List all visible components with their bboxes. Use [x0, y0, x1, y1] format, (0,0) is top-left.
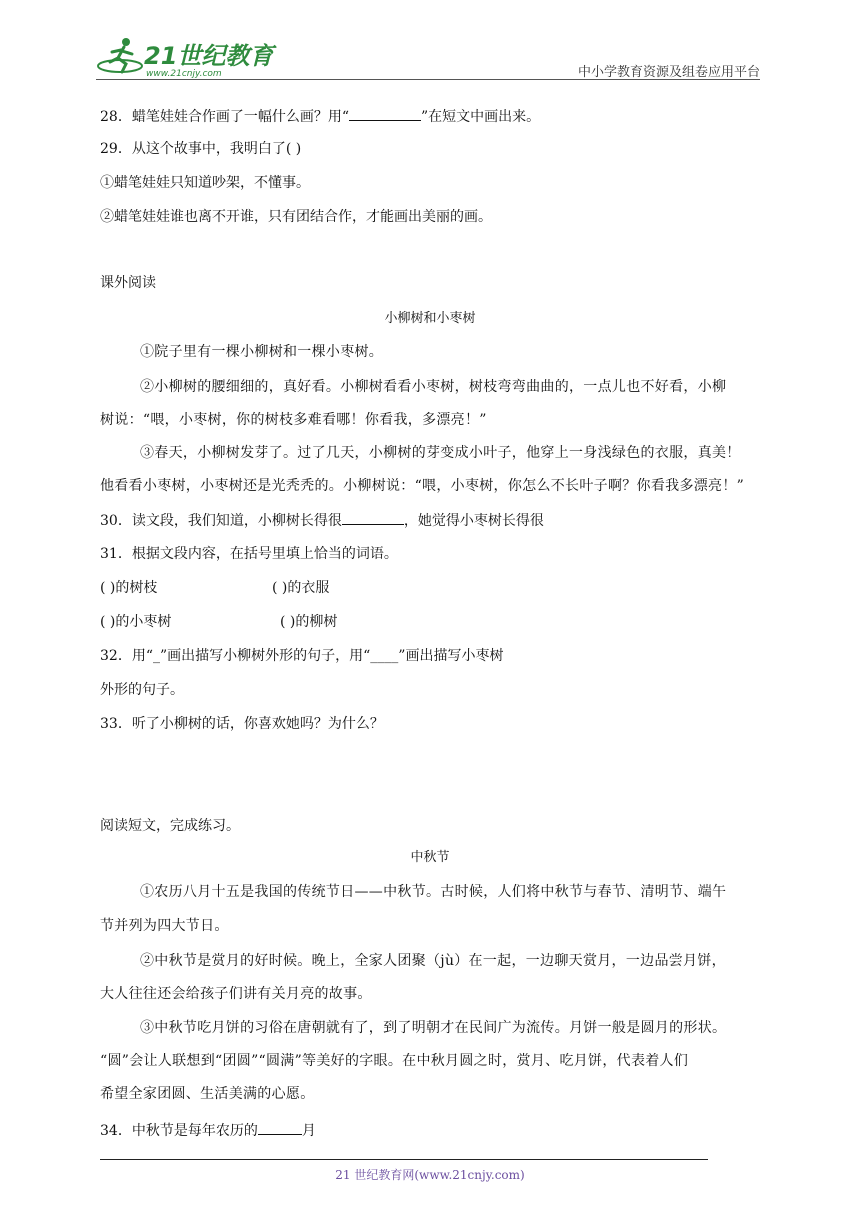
site-logo — [96, 36, 274, 80]
fill-in-bracket[interactable]: ( )的衣服 — [272, 580, 330, 596]
passage-paragraph: ①农历八月十五是我国的传统节日——中秋节。古时候，人们将中秋节与春节、清明节、端午 — [140, 884, 727, 900]
question-31: 31．根据文段内容，在括号里填上恰当的词语。 — [100, 546, 398, 562]
fill-in-bracket[interactable]: ( )的柳树 — [280, 614, 338, 630]
question-34-text: 34．中秋节是每年农历的 — [100, 1123, 258, 1139]
passage-paragraph: 他看看小枣树，小枣树还是光秃秃的。小柳树说：“喂，小枣树，你怎么不长叶子啊？你看我多漂亮！” — [100, 478, 745, 494]
footer-divider — [100, 1159, 708, 1160]
answer-blank[interactable] — [349, 106, 421, 121]
footer-link[interactable]: 21 世纪教育网(www.21cnjy.com) — [335, 1168, 525, 1182]
site-name: 中小学教育资源及组卷应用平台 — [577, 65, 760, 80]
section-heading: 课外阅读 — [100, 275, 156, 291]
passage-paragraph: ③中秋节吃月饼的习俗在唐朝就有了，到了明朝才在民间广为流传。月饼一般是圆月的形状。 — [140, 1020, 727, 1036]
passage-paragraph: 节并列为四大节日。 — [100, 918, 229, 934]
question-30-text: 30．读文段，我们知道，小柳树长得很 — [100, 513, 342, 529]
option-1: ①蜡笔娃娃只知道吵架，不懂事。 — [100, 175, 310, 191]
section-heading: 阅读短文，完成练习。 — [100, 818, 240, 834]
question-28 — [100, 106, 540, 127]
passage-paragraph: “圆”会让人联想到“团圆”“圆满”等美好的字眼。在中秋月圆之时，赏月、吃月饼，代表着人们 — [100, 1053, 689, 1069]
header-divider — [96, 79, 760, 80]
logo-main-text: 21世纪教育 — [144, 42, 274, 70]
passage-title: 中秋节 — [410, 850, 450, 865]
question-28-text: 28．蜡笔娃娃合作画了一幅什么画？用“ — [100, 109, 349, 125]
fill-in-bracket[interactable]: ( )的小枣树 — [100, 614, 172, 630]
answer-blank[interactable] — [342, 510, 404, 525]
passage-paragraph: ②中秋节是赏月的好时候。晚上，全家人团聚（jù）在一起，一边聊天赏月，一边品尝月饼， — [140, 953, 726, 969]
question-34 — [100, 1120, 316, 1141]
passage-title: 小柳树和小枣树 — [384, 311, 476, 326]
question-33: 33．听了小柳树的话，你喜欢她吗？为什么？ — [100, 716, 384, 732]
question-32-cont: 外形的句子。 — [100, 682, 184, 698]
passage-paragraph: ①院子里有一棵小柳树和一棵小枣树。 — [140, 344, 384, 360]
passage-paragraph: 树说：“喂，小枣树，你的树枝多难看哪！你看我，多漂亮！” — [100, 412, 487, 428]
question-32: 32．用“_”画出描写小柳树外形的句子，用“____”画出描写小枣树 — [100, 648, 504, 664]
question-30 — [100, 510, 544, 531]
question-34-text: 月 — [301, 1123, 316, 1139]
answer-blank[interactable] — [258, 1120, 302, 1135]
passage-paragraph: 希望全家团圆、生活美满的心愿。 — [100, 1086, 315, 1102]
question-29: 29．从这个故事中，我明白了( ) — [100, 141, 302, 157]
logo-url-text: www.21cnjy.com — [146, 69, 222, 79]
question-30-text: ，她觉得小枣树长得很 — [403, 513, 544, 529]
passage-paragraph: ②小柳树的腰细细的，真好看。小柳树看看小枣树，树枝弯弯曲曲的，一点儿也不好看，小柳 — [140, 379, 727, 395]
runner-logo-icon — [96, 36, 274, 80]
fill-in-bracket[interactable]: ( )的树枝 — [100, 580, 158, 596]
passage-paragraph: 大人往往还会给孩子们讲有关月亮的故事。 — [100, 986, 372, 1002]
question-28-tail: ”在短文中画出来。 — [420, 109, 541, 125]
passage-paragraph: ③春天，小柳树发芽了。过了几天，小柳树的芽变成小叶子，他穿上一身浅绿色的衣服，真美！ — [140, 445, 741, 461]
option-2: ②蜡笔娃娃谁也离不开谁，只有团结合作，才能画出美丽的画。 — [100, 209, 492, 225]
